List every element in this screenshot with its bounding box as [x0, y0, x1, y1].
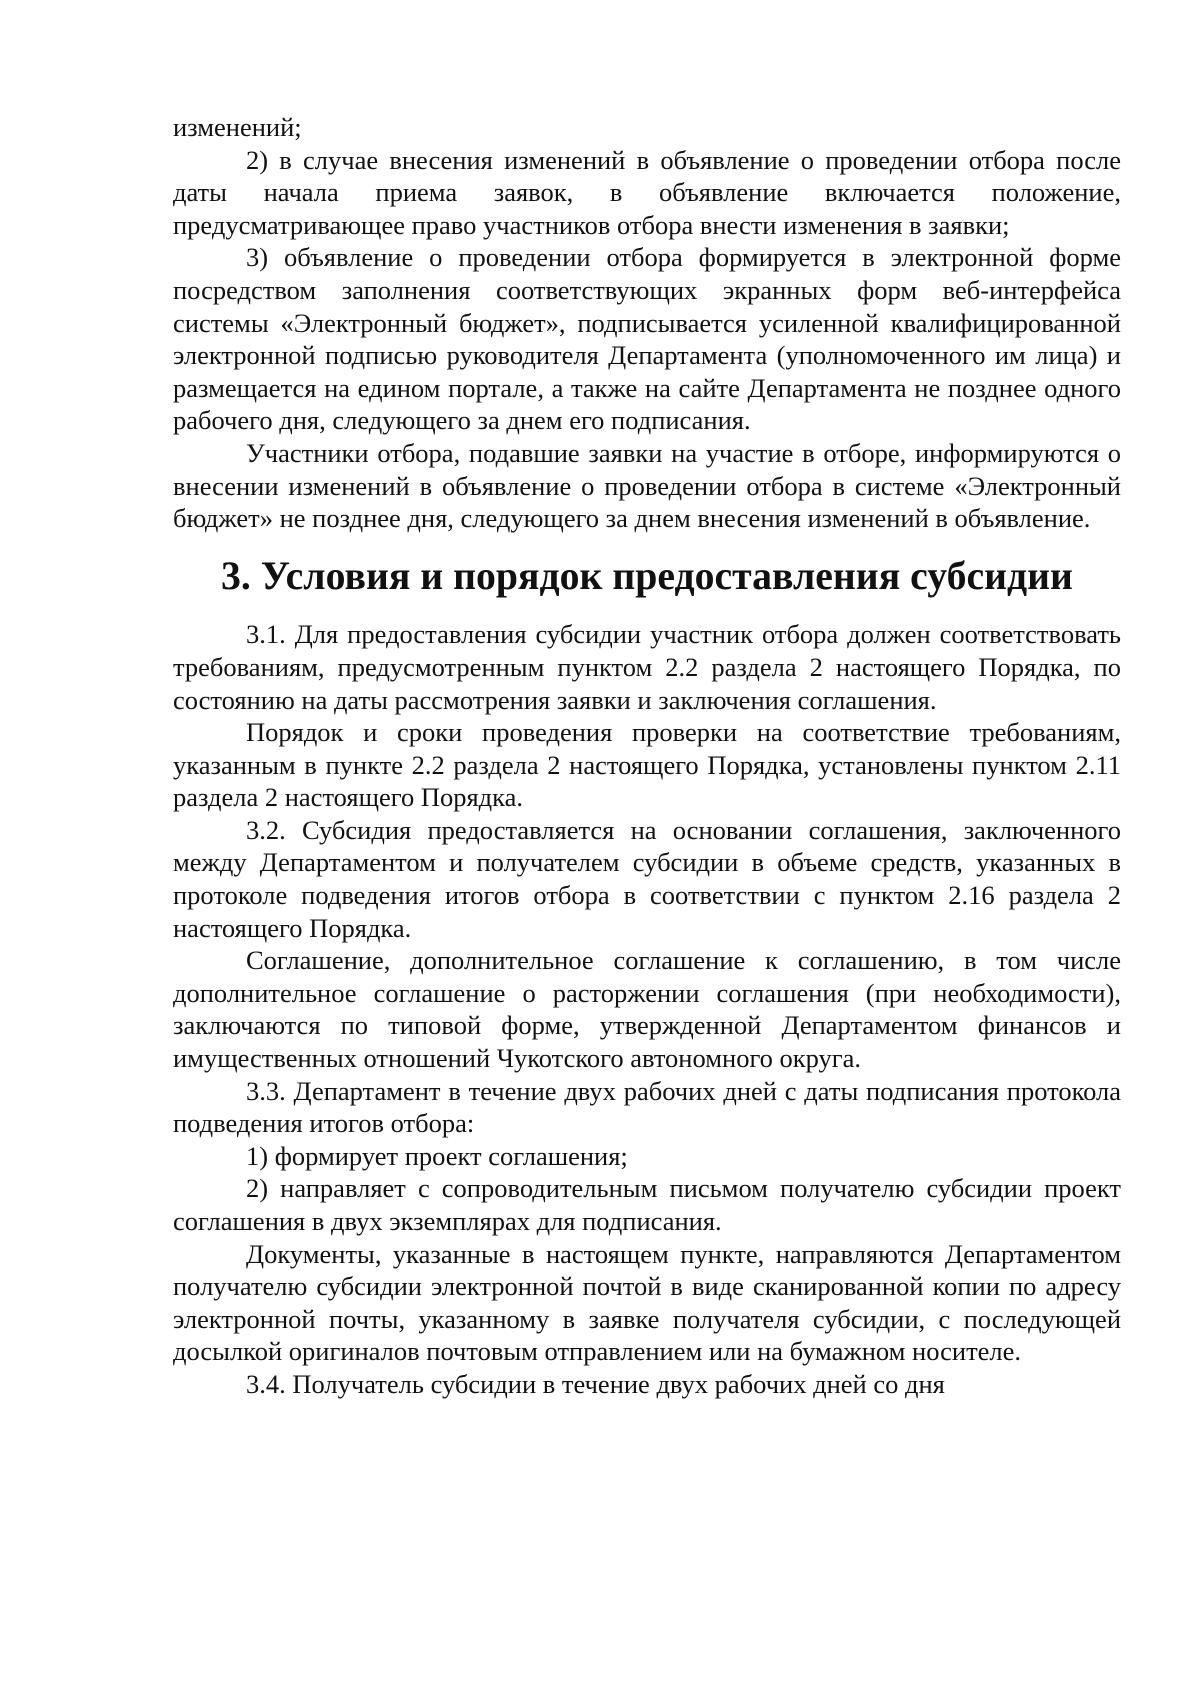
paragraph-participants: Участники отбора, подавшие заявки на участие в отборе, информируются о внесении изменений в объявление о проведении отбора в системе «Электронный бюджет» не позднее дня, следующего за днем внесения изменений в объявление.: [173, 437, 1121, 534]
paragraph-documents: Документы, указанные в настоящем пункте, направляются Департаментом получателю субсидии электронной почтой в виде сканированной копии по адресу электронной почты, указанному в заявке получателя субсидии, с последующей досылкой оригиналов почтовым отправлением или на бумажном носителе.: [173, 1238, 1121, 1367]
paragraph-3-4: 3.4. Получатель субсидии в течение двух рабочих дней со дня: [246, 1368, 945, 1399]
paragraph-3-1: 3.1. Для предоставления субсидии участник отбора должен соответствовать требованиям, предусмотренным пунктом 2.2 раздела 2 настоящего Порядка, по состоянию на даты рассмотрения заявки и заключения соглашения.: [173, 619, 1121, 715]
paragraph-3-2: 3.2. Субсидия предоставляется на основании соглашения, заключенного между Департаментом и получателем субсидии в объеме средств, указанных в протоколе подведения итогов отбора в соответствии с пунктом 2.16 раздела 2 настоящего Порядка.: [173, 814, 1121, 943]
paragraph-3-3-item-2: 2) направляет с сопроводительным письмом получателю субсидии проект соглашения в двух экземплярах для подписания.: [173, 1173, 1121, 1236]
paragraph-3-3: 3.3. Департамент в течение двух рабочих дней с даты подписания протокола подведения итогов отбора:: [173, 1075, 1121, 1139]
section-heading: 3. Условия и порядок предоставления субсидии: [221, 553, 1073, 598]
paragraph-3-3-item-1: 1) формирует проект соглашения;: [246, 1140, 628, 1171]
document-page: [173, 111, 1121, 1401]
paragraph-item-3: 3) объявление о проведении отбора формируется в электронной форме посредством заполнения соответствующих экранных форм веб-интерфейса системы «Электронный бюджет», подписывается усиленной квалифицированной электронной подписью руководителя Департамента (уполномоченного им лица) и размещается на едином портале, а также на сайте Департамента не позднее одного рабочего дня, следующего за днем его подписания.: [173, 242, 1121, 436]
paragraph-check-procedure: Порядок и сроки проведения проверки на соответствие требованиям, указанным в пункте 2.2 раздела 2 настоящего Порядка, установлены пунктом 2.11 раздела 2 настоящего Порядка.: [173, 717, 1121, 813]
paragraph-item-2: 2) в случае внесения изменений в объявление о проведении отбора после даты начала приема заявок, в объявление включается положение, предусматривающее право участников отбора внести изменения в заявки;: [173, 144, 1121, 240]
paragraph-continuation: изменений;: [173, 112, 302, 142]
paragraph-agreement-form: Соглашение, дополнительное соглашение к соглашению, в том числе дополнительное соглашение о расторжении соглашения (при необходимости), заключаются по типовой форме, утвержденной Департаментом финансов и имущественных отношений Чукотского автономного округа.: [173, 945, 1121, 1074]
